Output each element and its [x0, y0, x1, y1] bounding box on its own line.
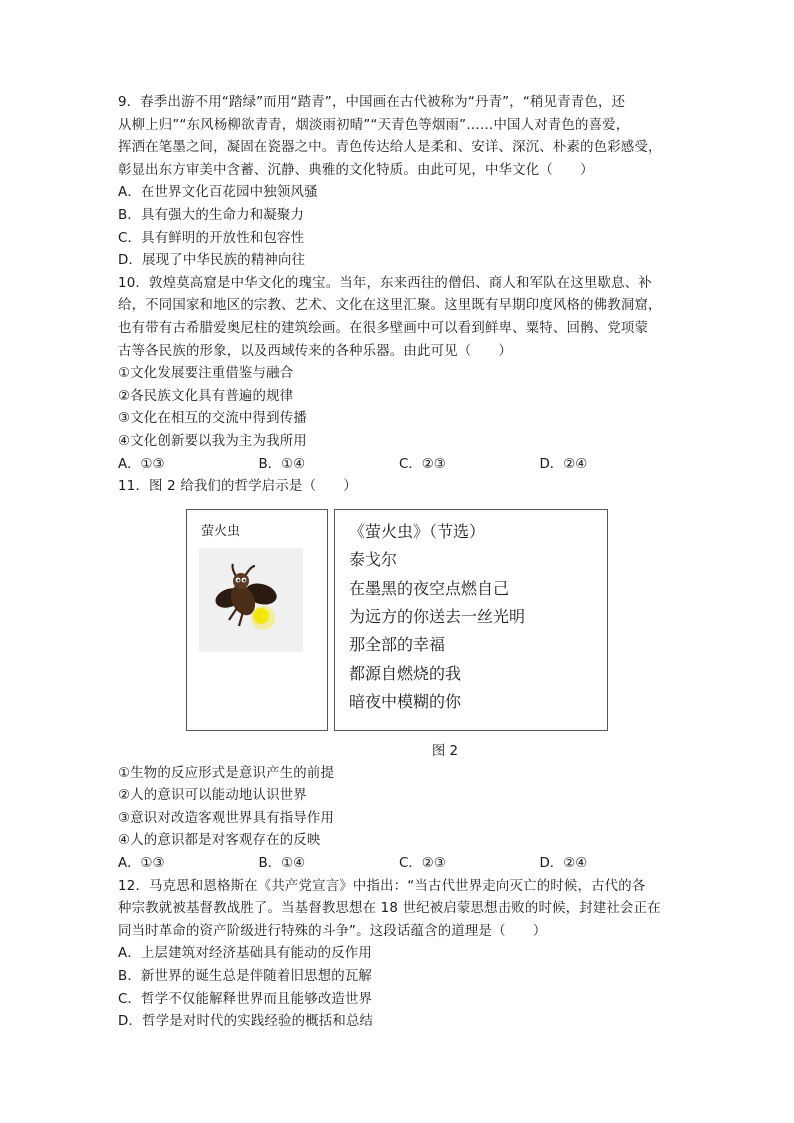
question-10-choice-a: A．①③: [118, 456, 165, 472]
question-11-statement-1: ①生物的反应形式是意识产生的前提: [118, 765, 335, 781]
question-12-option-c: C．哲学不仅能解释世界而且能够改造世界: [118, 991, 373, 1007]
question-9-option-a: A．在世界文化百花园中独领风骚: [118, 185, 318, 201]
question-9-stem-line: 挥洒在笔墨之间，凝固在瓷器之中。青色传达给人是柔和、安详、深沉、朴素的色彩感受，: [118, 140, 662, 156]
question-12-option-b: B．新世界的诞生总是伴随着旧思想的瓦解: [118, 969, 373, 985]
question-9-option-c: C．具有鲜明的开放性和包容性: [118, 230, 305, 246]
question-10-statement-2: ②各民族文化具有普遍的规律: [118, 388, 294, 404]
question-9-option-b: B．具有强大的生命力和凝聚力: [118, 207, 305, 223]
question-10-statement-3: ③文化在相互的交流中得到传播: [118, 411, 307, 427]
question-9: [118, 92, 680, 273]
poem-line: 暗夜中模糊的你: [349, 692, 462, 712]
poem-author: 泰戈尔: [349, 550, 398, 570]
question-12-stem-line: 同当时革命的资产阶级进行特殊的斗争”。这段话蕴含的道理是（ ）: [118, 923, 547, 939]
firefly-image-panel: [186, 509, 328, 731]
question-11-statement-2: ②人的意识可以能动地认识世界: [118, 788, 307, 804]
figure-2: [118, 505, 680, 739]
question-10-stem-line: 古等各民族的形象，以及西域传来的各种乐器。由此可见（ ）: [118, 343, 513, 359]
question-12-option-d: D．哲学是对时代的实践经验的概括和总结: [118, 1014, 374, 1030]
question-10-choice-d: D．②④: [539, 456, 588, 472]
question-12-stem-line: 种宗教就被基督教战胜了。当基督教思想在 18 世纪被启蒙思想击败的时候，封建社会正在: [118, 901, 661, 917]
question-11-choice-c: C．②③: [399, 856, 446, 872]
poem-line: 那全部的幸福: [349, 635, 446, 655]
question-10-choice-b: B．①④: [258, 456, 306, 472]
poem-line: 为远方的你送去一丝光明: [349, 606, 526, 626]
firefly-icon: [199, 548, 303, 652]
firefly-image: [199, 548, 303, 652]
poem-line: 在墨黑的夜空点燃自己: [349, 578, 510, 598]
question-11-statement-3: ③意识对改造客观世界具有指导作用: [118, 810, 335, 826]
question-11-choice-b: B．①④: [258, 856, 306, 872]
question-11-choices: [118, 853, 680, 876]
question-9-stem-line: 从柳上归”“东风杨柳欲青青，烟淡雨初晴”“天青色等烟雨”……中国人对青色的喜爱，: [118, 117, 630, 133]
figure-label: 图 2: [431, 743, 459, 759]
question-10: [118, 273, 680, 476]
question-10-stem-line: 也有带有古希腊爱奥尼柱的建筑绘画。在很多壁画中可以看到鲜卑、粟特、回鹘、党项蒙: [118, 320, 649, 336]
firefly-caption: 萤火虫: [201, 523, 241, 539]
question-sheet: [118, 92, 680, 1034]
question-10-stem-line: 10．敦煌莫高窟是中华文化的瑰宝。当年，东来西往的僧侣、商人和军队在这里歇息、补: [118, 275, 652, 291]
question-12-stem-line: 12．马克思和恩格斯在《共产党宣言》中指出：“当古代世界走向灭亡的时候，古代的各: [118, 878, 646, 894]
poem-title: 《萤火虫》（节选）: [349, 521, 486, 541]
question-11-stem: 11．图 2 给我们的哲学启示是（ ）: [118, 479, 357, 495]
question-9-stem-line: 彰显出东方审美中含蓄、沉静、典雅的文化特质。由此可见，中华文化（ ）: [118, 162, 594, 178]
poem-line: 都源自燃烧的我: [349, 663, 462, 683]
question-12: [118, 876, 680, 1034]
question-11-choice-a: A．①③: [118, 856, 165, 872]
question-9-stem-line: 9．春季出游不用“踏绿”而用“踏青”，中国画在古代被称为“丹青”，“稍见青青色，还: [118, 95, 626, 110]
question-10-choice-c: C．②③: [399, 456, 446, 472]
question-11: [118, 476, 680, 876]
question-11-statement-4: ④人的意识都是对客观存在的反映: [118, 833, 321, 849]
poem-panel: [334, 509, 608, 731]
question-10-statement-1: ①文化发展要注重借鉴与融合: [118, 366, 294, 382]
poem-text: [349, 518, 525, 717]
question-10-stem-line: 给，不同国家和地区的宗教、艺术、文化在这里汇聚。这里既有早期印度风格的佛教洞窟，: [118, 298, 662, 314]
question-10-statement-4: ④文化创新要以我为主为我所用: [118, 433, 307, 449]
question-9-option-d: D．展现了中华民族的精神向往: [118, 253, 306, 269]
question-12-option-a: A．上层建筑对经济基础具有能动的反作用: [118, 946, 372, 962]
question-10-choices: [118, 454, 680, 477]
question-11-choice-d: D．②④: [539, 856, 588, 872]
